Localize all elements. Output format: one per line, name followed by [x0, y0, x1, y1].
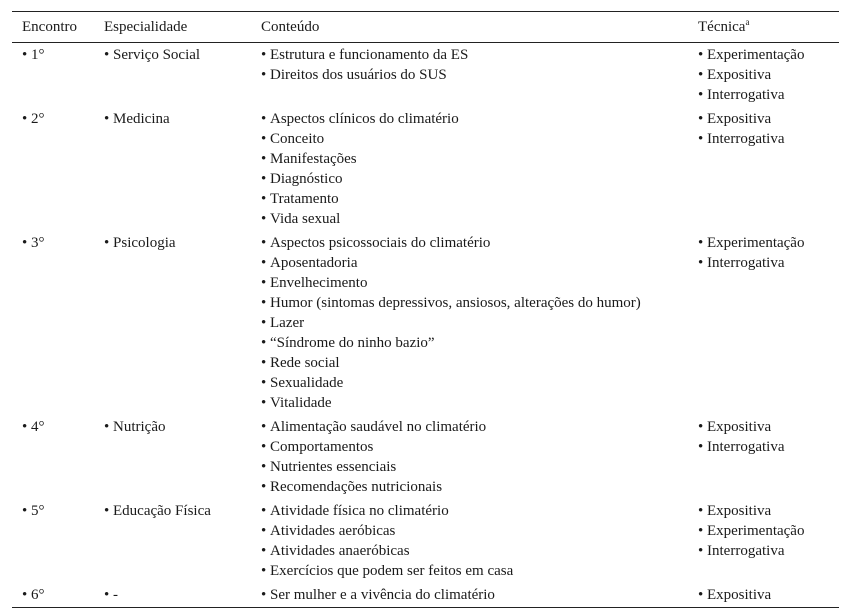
especialidade-cell	[94, 499, 251, 583]
encontro-value: • 2°	[22, 109, 94, 129]
tecnica-item: • Interrogativa	[698, 253, 839, 273]
tecnica-item: • Interrogativa	[698, 129, 839, 149]
especialidade-value: • -	[104, 585, 251, 605]
table-body	[12, 43, 839, 608]
especialidade-cell	[94, 583, 251, 607]
tecnica-cell	[688, 415, 839, 499]
encontro-value: • 6°	[22, 585, 94, 605]
conteudo-item: • “Síndrome do ninho bazio”	[261, 333, 688, 353]
conteudo-item: • Atividades anaeróbicas	[261, 541, 688, 561]
conteudo-cell	[251, 231, 688, 415]
tecnica-item: • Experimentação	[698, 233, 839, 253]
header-row	[12, 12, 839, 43]
conteudo-cell	[251, 43, 688, 108]
program-table-container	[12, 11, 839, 608]
conteudo-item: • Humor (sintomas depressivos, ansiosos, alterações do humor)	[261, 293, 688, 313]
header-especialidade: Especialidade	[94, 12, 251, 43]
conteudo-item: • Aposentadoria	[261, 253, 688, 273]
encontro-value: • 1°	[22, 45, 94, 65]
tecnica-cell	[688, 43, 839, 108]
conteudo-cell	[251, 415, 688, 499]
especialidade-value: • Psicologia	[104, 233, 251, 253]
conteudo-cell	[251, 107, 688, 231]
tecnica-item: • Interrogativa	[698, 541, 839, 561]
tecnica-cell	[688, 499, 839, 583]
tecnica-item: • Expositiva	[698, 501, 839, 521]
conteudo-item: • Atividades aeróbicas	[261, 521, 688, 541]
table-header	[12, 12, 839, 43]
encontro-cell	[12, 231, 94, 415]
tecnica-cell	[688, 107, 839, 231]
footnote-marker: a	[745, 16, 750, 27]
especialidade-value: • Medicina	[104, 109, 251, 129]
encontro-value: • 3°	[22, 233, 94, 253]
conteudo-item: • Diagnóstico	[261, 169, 688, 189]
encontro-cell	[12, 583, 94, 607]
header-tecnica-label: Técnica	[698, 18, 746, 35]
tecnica-item: • Expositiva	[698, 417, 839, 437]
conteudo-item: • Lazer	[261, 313, 688, 333]
tecnica-item: • Expositiva	[698, 65, 839, 85]
tecnica-cell	[688, 583, 839, 607]
tecnica-cell	[688, 231, 839, 415]
tecnica-item: • Interrogativa	[698, 437, 839, 457]
conteudo-item: • Atividade física no climatério	[261, 501, 688, 521]
conteudo-item: • Manifestações	[261, 149, 688, 169]
encontro-value: • 4°	[22, 417, 94, 437]
table-row	[12, 499, 839, 583]
conteudo-item: • Direitos dos usuários do SUS	[261, 65, 688, 85]
encontro-cell	[12, 499, 94, 583]
conteudo-item: • Ser mulher e a vivência do climatério	[261, 585, 688, 605]
header-encontro: Encontro	[12, 12, 94, 43]
encontro-cell	[12, 43, 94, 108]
especialidade-cell	[94, 43, 251, 108]
encontro-value: • 5°	[22, 501, 94, 521]
conteudo-item: • Aspectos clínicos do climatério	[261, 109, 688, 129]
header-tecnica	[688, 12, 839, 43]
conteudo-cell	[251, 499, 688, 583]
conteudo-item: • Estrutura e funcionamento da ES	[261, 45, 688, 65]
conteudo-item: • Alimentação saudável no climatério	[261, 417, 688, 437]
conteudo-item: • Vida sexual	[261, 209, 688, 229]
header-conteudo: Conteúdo	[251, 12, 688, 43]
tecnica-item: • Interrogativa	[698, 85, 839, 105]
tecnica-item: • Expositiva	[698, 585, 839, 605]
conteudo-item: • Vitalidade	[261, 393, 688, 413]
conteudo-item: • Envelhecimento	[261, 273, 688, 293]
conteudo-item: • Rede social	[261, 353, 688, 373]
especialidade-cell	[94, 231, 251, 415]
table-row	[12, 583, 839, 607]
conteudo-cell	[251, 583, 688, 607]
conteudo-item: • Comportamentos	[261, 437, 688, 457]
encontro-cell	[12, 415, 94, 499]
program-table	[12, 12, 839, 607]
tecnica-item: • Experimentação	[698, 521, 839, 541]
table-row	[12, 107, 839, 231]
table-row	[12, 43, 839, 108]
conteudo-item: • Sexualidade	[261, 373, 688, 393]
conteudo-item: • Exercícios que podem ser feitos em casa	[261, 561, 688, 581]
especialidade-value: • Serviço Social	[104, 45, 251, 65]
conteudo-item: • Recomendações nutricionais	[261, 477, 688, 497]
especialidade-cell	[94, 107, 251, 231]
table-row	[12, 231, 839, 415]
especialidade-value: • Educação Física	[104, 501, 251, 521]
tecnica-item: • Expositiva	[698, 109, 839, 129]
tecnica-item: • Experimentação	[698, 45, 839, 65]
table-row	[12, 415, 839, 499]
conteudo-item: • Tratamento	[261, 189, 688, 209]
conteudo-item: • Conceito	[261, 129, 688, 149]
especialidade-value: • Nutrição	[104, 417, 251, 437]
encontro-cell	[12, 107, 94, 231]
conteudo-item: • Nutrientes essenciais	[261, 457, 688, 477]
especialidade-cell	[94, 415, 251, 499]
conteudo-item: • Aspectos psicossociais do climatério	[261, 233, 688, 253]
